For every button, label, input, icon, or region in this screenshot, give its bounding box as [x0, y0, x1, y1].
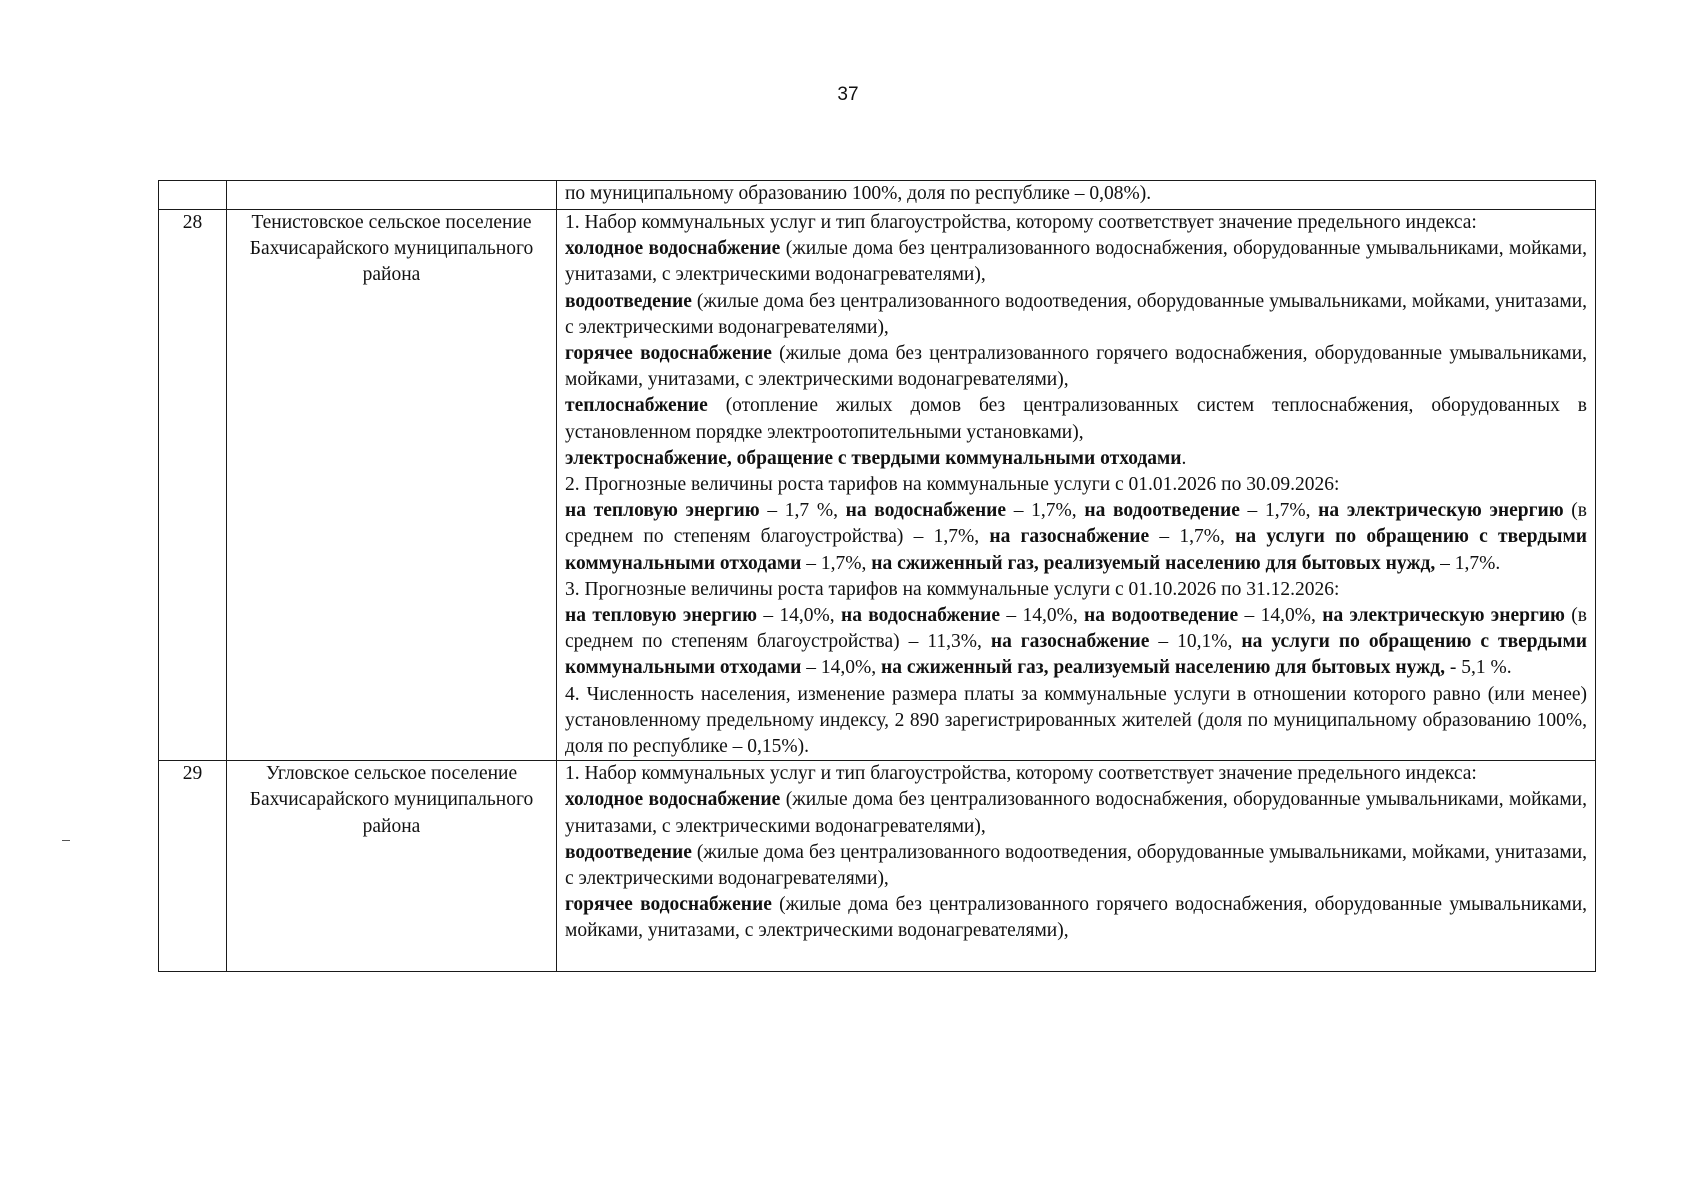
service-name-text: на газоснабжение: [990, 631, 1150, 653]
service-name-text: на электрическую энергию: [1322, 605, 1565, 627]
description-text: – 1,7%.: [1435, 552, 1501, 574]
service-name-text: на услуги по обращению с твердыми коммунальными отходами: [565, 631, 1587, 679]
description-text: 2. Прогнозные величины роста тарифов на коммунальные услуги с 01.01.2026 по 30.09.2026:: [565, 474, 1340, 496]
description-paragraph: [565, 341, 1587, 393]
settlement-name-cell: Угловское сельское поселение Бахчисарайского муниципального района: [227, 761, 557, 972]
description-text: (в среднем по степеням благоустройства) – 11,3%,: [565, 605, 1587, 653]
description-text: (жилые дома без централизованного водоснабжения, оборудованные умывальниками, мойками, унитазами, с электрическими водонагревателями),: [565, 238, 1587, 286]
service-name-text: горячее водоснабжение: [565, 894, 772, 916]
description-text: – 10,1%,: [1149, 631, 1242, 653]
service-name-text: электроснабжение, обращение с твердыми коммунальными отходами: [565, 447, 1182, 469]
description-text: (жилые дома без централизованного горячего водоснабжения, оборудованные умывальниками, мойками, унитазами, с электрическими водонагревателями),: [565, 343, 1588, 391]
description-text: – 1,7%,: [801, 552, 872, 574]
page-number: 37: [837, 84, 859, 105]
description-paragraph: [565, 472, 1587, 498]
description-text: – 14,0%,: [1238, 605, 1323, 627]
description-text: – 14,0%,: [756, 605, 841, 627]
service-name-text: на водоснабжение: [845, 500, 1007, 522]
description-paragraph: [565, 840, 1587, 892]
service-name-text: теплоснабжение: [565, 395, 708, 417]
description-cell: по муниципальному образованию 100%, доля по республике – 0,08%).: [557, 181, 1596, 210]
description-text: – 1,7%,: [1149, 526, 1236, 548]
service-name-text: на услуги по обращению с твердыми коммунальными отходами: [565, 526, 1587, 574]
service-name-text: на сжиженный газ, реализуемый населению для бытовых нужд,: [880, 657, 1445, 679]
service-name-text: на газоснабжение: [989, 526, 1150, 548]
description-paragraph: [565, 577, 1587, 603]
description-text: (отопление жилых домов без централизованных систем теплоснабжения, оборудованных в установленном порядке электроотопительными установками),: [565, 395, 1587, 443]
service-name-text: на водоотведение: [1084, 605, 1239, 627]
description-text: (жилые дома без централизованного водоотведения, оборудованные умывальниками, мойками, унитазами, с электрическими водонагревателями),: [565, 841, 1587, 890]
service-name-text: холодное водоснабжение: [565, 789, 781, 811]
description-text: – 1,7%,: [1006, 500, 1085, 522]
row-number-cell: [159, 181, 227, 210]
description-paragraph: [565, 787, 1587, 839]
description-cell: [557, 761, 1596, 972]
service-name-text: на электрическую энергию: [1318, 500, 1564, 522]
description-text: .: [1181, 447, 1187, 469]
description-text: 1. Набор коммунальных услуг и тип благоустройства, которому соответствует значение предельного индекса:: [565, 212, 1477, 233]
description-text: - 5,1 %.: [1445, 657, 1512, 679]
service-name-text: холодное водоснабжение: [565, 238, 781, 260]
description-paragraph: [565, 210, 1587, 236]
description-paragraph: [565, 892, 1587, 944]
description-text: (жилые дома без централизованного горячего водоснабжения, оборудованные умывальниками, мойками, унитазами, с электрическими водонагревателями),: [565, 894, 1588, 942]
description-text: 3. Прогнозные величины роста тарифов на коммунальные услуги с 01.10.2026 по 31.12.2026:: [565, 578, 1340, 600]
row-number-cell: 29: [159, 761, 227, 972]
settlement-name-cell: Тенистовское сельское поселение Бахчисарайского муниципального района: [227, 210, 557, 761]
description-paragraph: [565, 289, 1587, 341]
description-cell: [557, 210, 1596, 761]
service-name-text: на водоотведение: [1084, 500, 1240, 522]
service-name-text: на сжиженный газ, реализуемый населению для бытовых нужд,: [871, 552, 1436, 574]
description-paragraph: [565, 498, 1587, 577]
service-name-text: водоотведение: [565, 290, 692, 312]
description-text: – 14,0%,: [1000, 605, 1085, 627]
description-text: 1. Набор коммунальных услуг и тип благоустройства, которому соответствует значение предельного индекса:: [565, 763, 1477, 785]
description-text: (жилые дома без централизованного водоотведения, оборудованные умывальниками, мойками, унитазами, с электрическими водонагревателями),: [565, 290, 1587, 338]
table-row-28: [159, 210, 1596, 761]
description-text: – 1,7%,: [1239, 500, 1319, 522]
service-name-text: на тепловую энергию: [565, 500, 760, 522]
description-text: (в среднем по степеням благоустройства) – 1,7%,: [565, 500, 1587, 548]
description-text: (жилые дома без централизованного водоснабжения, оборудованные умывальниками, мойками, унитазами, с электрическими водонагревателями),: [565, 789, 1587, 837]
description-paragraph: [565, 682, 1587, 761]
service-name-text: горячее водоснабжение: [565, 343, 772, 365]
table-row-29: [159, 761, 1596, 972]
description-paragraph: [565, 761, 1587, 787]
description-paragraph: [565, 446, 1587, 472]
table-row-continuation: [159, 181, 1596, 210]
scan-artifact-mark: [62, 840, 70, 841]
service-name-text: водоотведение: [565, 841, 692, 863]
description-text: – 14,0%,: [801, 657, 881, 679]
row-number-cell: 28: [159, 210, 227, 761]
settlement-name-cell: [227, 181, 557, 210]
description-paragraph: [565, 393, 1587, 445]
description-paragraph: [565, 603, 1587, 682]
description-text: – 1,7 %,: [759, 500, 846, 522]
description-text: 4. Численность населения, изменение размера платы за коммунальные услуги в отношении которого равно (или менее) установленному предельному индексу, 2 890 зарегистрированных жителей (доля по муниципальному образованию 100%, доля по республике – 0,15%).: [565, 683, 1587, 758]
tariff-table: [158, 180, 1596, 972]
description-paragraph: [565, 236, 1587, 288]
service-name-text: на тепловую энергию: [565, 605, 757, 627]
service-name-text: на водоснабжение: [840, 605, 1001, 627]
